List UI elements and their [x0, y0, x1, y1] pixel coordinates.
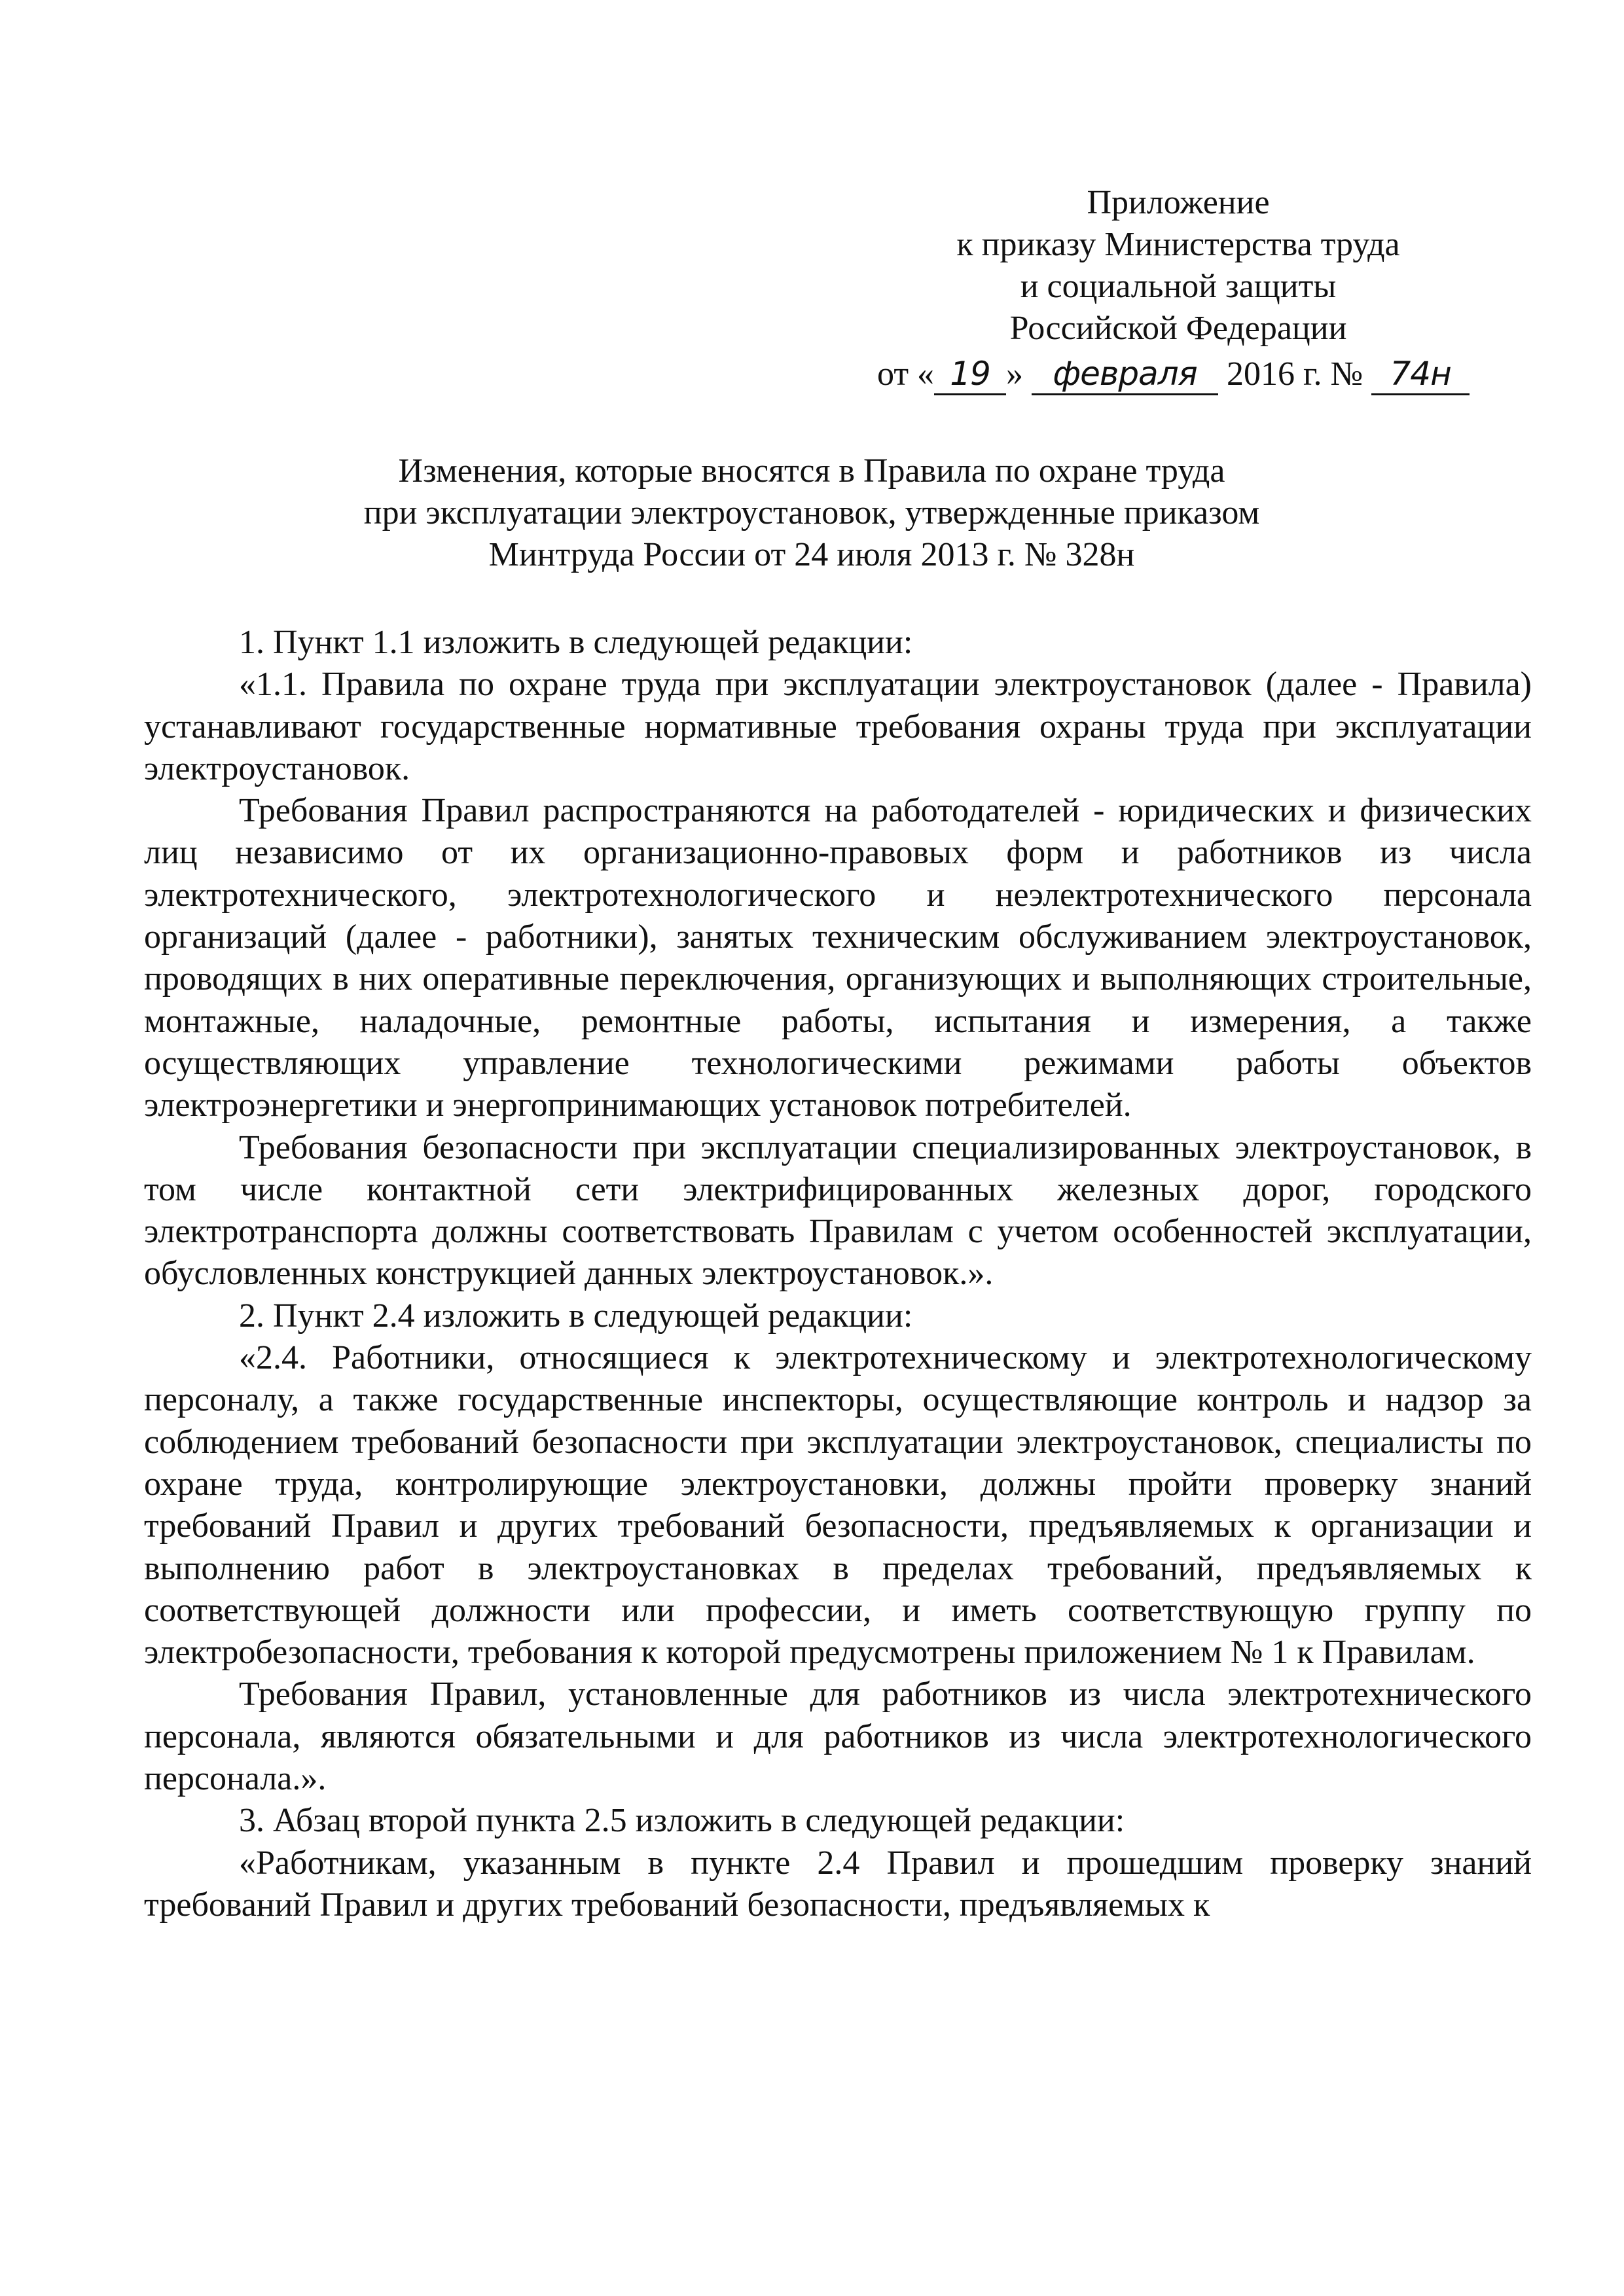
paragraph: «Работникам, указанным в пункте 2.4 Правил и прошедшим проверку знаний требований Правил и других требований безопасности, предъявляемых к [144, 1844, 1532, 1924]
handwritten-day: 19 [934, 354, 1006, 395]
paragraph: Требования Правил распространяются на работодателей - юридических и физических лиц независимо от их организационно-правовых форм и работников из числа электротехнического, электротехнологического и неэлектротехнического персонала организаций (далее - работники), занятых техническим обслуживанием электроустановок, проводящих в них оперативные переключения, организующих и выполняющих строительные, монтажные, наладочные, ремонтные работы, испытания и измерения, а также осуществляющих управление технологическими режимами работы объектов электроэнергетики и энергопринимающих установок потребителей. [144, 792, 1532, 1124]
paragraph: Требования Правил, установленные для работников из числа электротехнического персонала, являются обязательными и для работников из числа электротехнологического персонала.». [144, 1676, 1532, 1798]
appendix-label: Приложение [1087, 184, 1270, 221]
order-date-line [877, 353, 1525, 395]
order-ref-line: к приказу Министерства труда [956, 226, 1400, 263]
title-line-2: при эксплуатации электроустановок, утвержденные приказом [363, 494, 1260, 531]
year-and-number-label: 2016 г. № [1227, 355, 1363, 393]
paragraph: «1.1. Правила по охране труда при эксплуатации электроустановок (далее - Правила) устанавливают государственные нормативные требования охраны труда при эксплуатации электроустановок. [144, 666, 1532, 787]
handwritten-order-number: 74н [1371, 354, 1470, 395]
date-quote-close: » [1006, 355, 1024, 393]
title-line-3: Минтруда России от 24 июля 2013 г. № 328н [488, 536, 1135, 573]
paragraph: Требования безопасности при эксплуатации специализированных электроустановок, в том числе контактной сети электрифицированных железных дорог, городского электротранспорта должны соответствовать Правилам с учетом особенностей эксплуатации, обусловленных конструкцией данных электроустановок.». [144, 1128, 1532, 1293]
handwritten-month: февраля [1032, 354, 1218, 395]
country-line: Российской Федерации [1009, 310, 1347, 347]
paragraph: 1. Пункт 1.1 изложить в следующей редакции: [239, 624, 913, 661]
paragraph: «2.4. Работники, относящиеся к электротехническому и электротехнологическому персоналу, а также государственные инспекторы, осуществляющие контроль и надзор за соблюдением требований безопасности при эксплуатации электроустановок, специалисты по охране труда, контролирующие электроустановки, должны пройти проверку знаний требований Правил и других требований безопасности, предъявляемых к организации и выполнению работ в электроустановках в пределах требований, предъявляемых к соответствующей должности или профессии, и иметь соответствующую группу по электробезопасности, требования к которой предусмотрены приложением № 1 к Правилам. [144, 1339, 1532, 1672]
document-body [144, 622, 1532, 1926]
date-prefix: от « [877, 355, 935, 393]
appendix-header [844, 182, 1512, 350]
paragraph: 2. Пункт 2.4 изложить в следующей редакции: [239, 1297, 913, 1335]
document-title [183, 450, 1440, 576]
title-line-1: Изменения, которые вносятся в Правила по охране труда [398, 452, 1225, 490]
paragraph: 3. Абзац второй пункта 2.5 изложить в следующей редакции: [239, 1802, 1125, 1840]
ministry-line: и социальной защиты [1020, 268, 1337, 305]
